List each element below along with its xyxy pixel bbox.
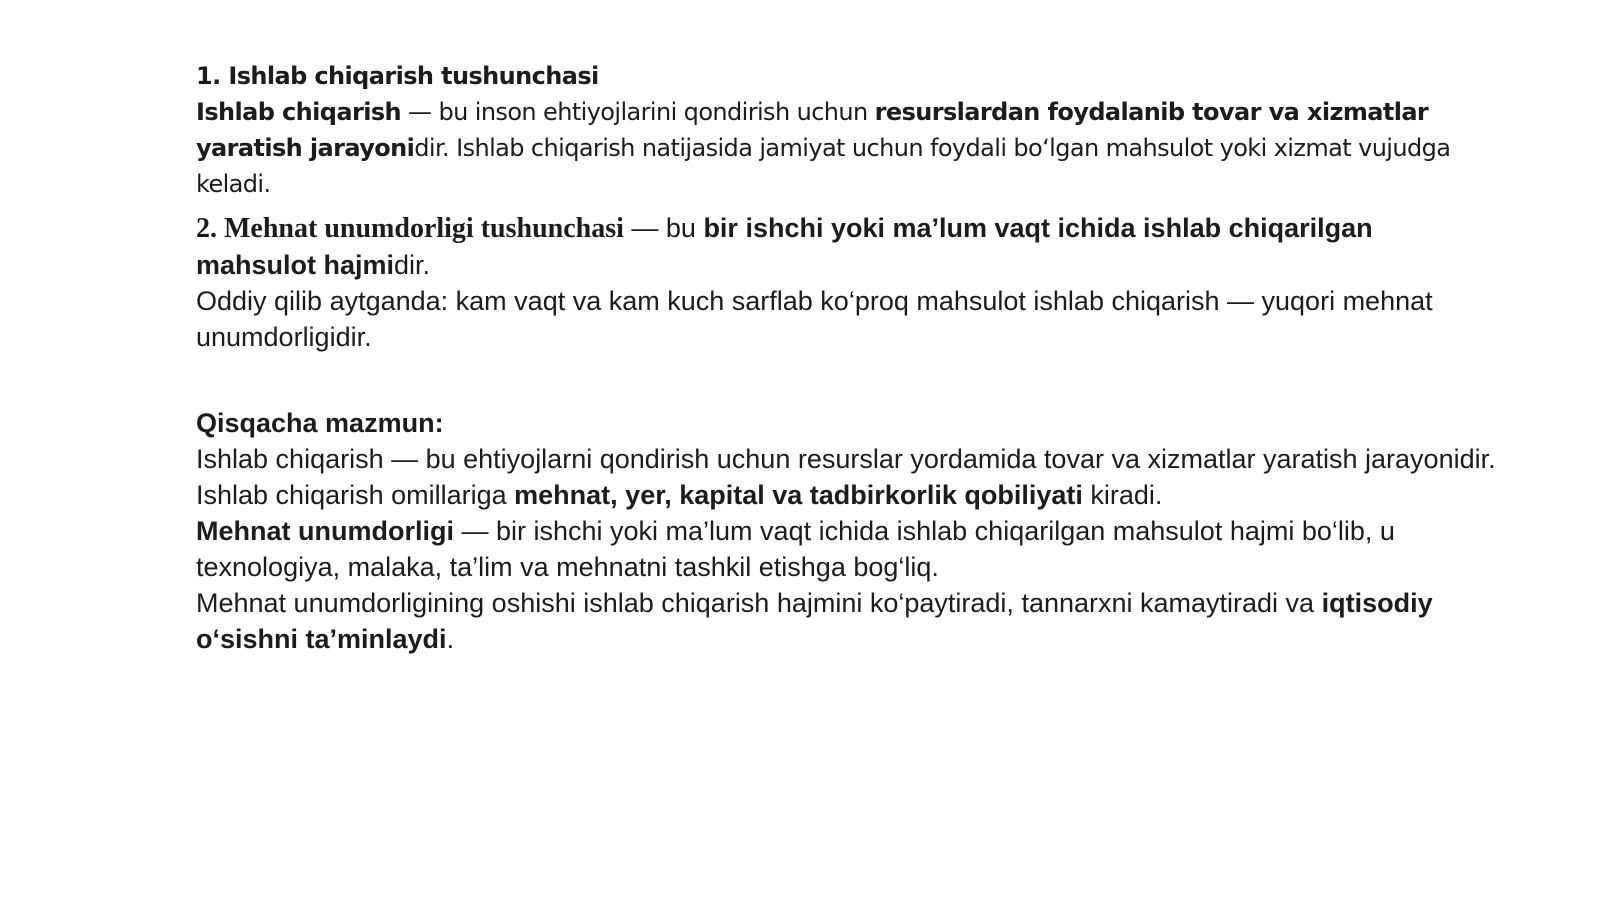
summary-p3-text: Mehnat unumdorligining oshishi ishlab chiqarish hajmini ko‘paytiradi, tannarxni kamaytiradi va <box>196 588 1322 618</box>
production-text-a: — bu inson ehtiyojlarini qondirish uchun <box>401 98 875 126</box>
summary-p1-text: Ishlab chiqarish — bu ehtiyojlarni qondirish uchun resurslar yordamida tovar va xizmatlar yaratish jarayonidir. Ishlab chiqarish omillariga <box>196 444 1496 510</box>
summary-p1-end: kiradi. <box>1082 480 1163 510</box>
summary-p2-text: — bir ishchi yoki ma’lum vaqt ichida ishlab chiqarilgan mahsulot hajmi bo‘lib, u texnologiya, malaka, ta’lim va mehnatni tashkil etishga bog‘liq. <box>196 516 1395 582</box>
summary-paragraph-productivity <box>196 513 1496 585</box>
slide-content <box>196 58 1496 657</box>
section-production-heading: 1. Ishlab chiqarish tushunchasi <box>196 62 599 90</box>
summary-paragraph-production <box>196 441 1496 513</box>
summary-p3-end: . <box>446 624 455 654</box>
summary-p1-bold: mehnat, yer, kapital va tadbirkorlik qobiliyati <box>514 480 1083 510</box>
productivity-text-a: — bu <box>623 213 704 243</box>
section-production-paragraph <box>196 94 1496 202</box>
summary-paragraph-growth <box>196 585 1496 657</box>
summary-title-text: Qisqacha mazmun: <box>196 408 444 438</box>
section-productivity <box>196 210 1496 355</box>
production-bold-definition: resurslardan foydalanib tovar va xizmatlar yaratish jarayoni <box>196 98 1429 162</box>
summary-p2-bold: Mehnat unumdorligi <box>196 516 454 546</box>
section-summary <box>196 405 1496 657</box>
summary-p3-bold: iqtisodiy o‘sishni ta’minlaydi <box>196 588 1433 654</box>
section-productivity-paragraph <box>196 210 1496 283</box>
productivity-bold-definition: bir ishchi yoki ma’lum vaqt ichida ishlab chiqarilgan mahsulot hajmi <box>196 213 1373 280</box>
productivity-simple-explanation: Oddiy qilib aytganda: kam vaqt va kam kuch sarflab ko‘proq mahsulot ishlab chiqarish — yuqori mehnat unumdorligidir. <box>196 286 1433 352</box>
production-term: Ishlab chiqarish <box>196 98 402 126</box>
summary-title <box>196 405 1496 441</box>
section-productivity-heading: 2. Mehnat unumdorligi tushunchasi <box>196 213 624 244</box>
productivity-text-b: dir. <box>394 250 431 280</box>
section-production <box>196 58 1496 202</box>
production-text-b: dir. Ishlab chiqarish natijasida jamiyat uchun foydali bo‘lgan mahsulot yoki xizmat vujudga keladi. <box>196 134 1451 198</box>
